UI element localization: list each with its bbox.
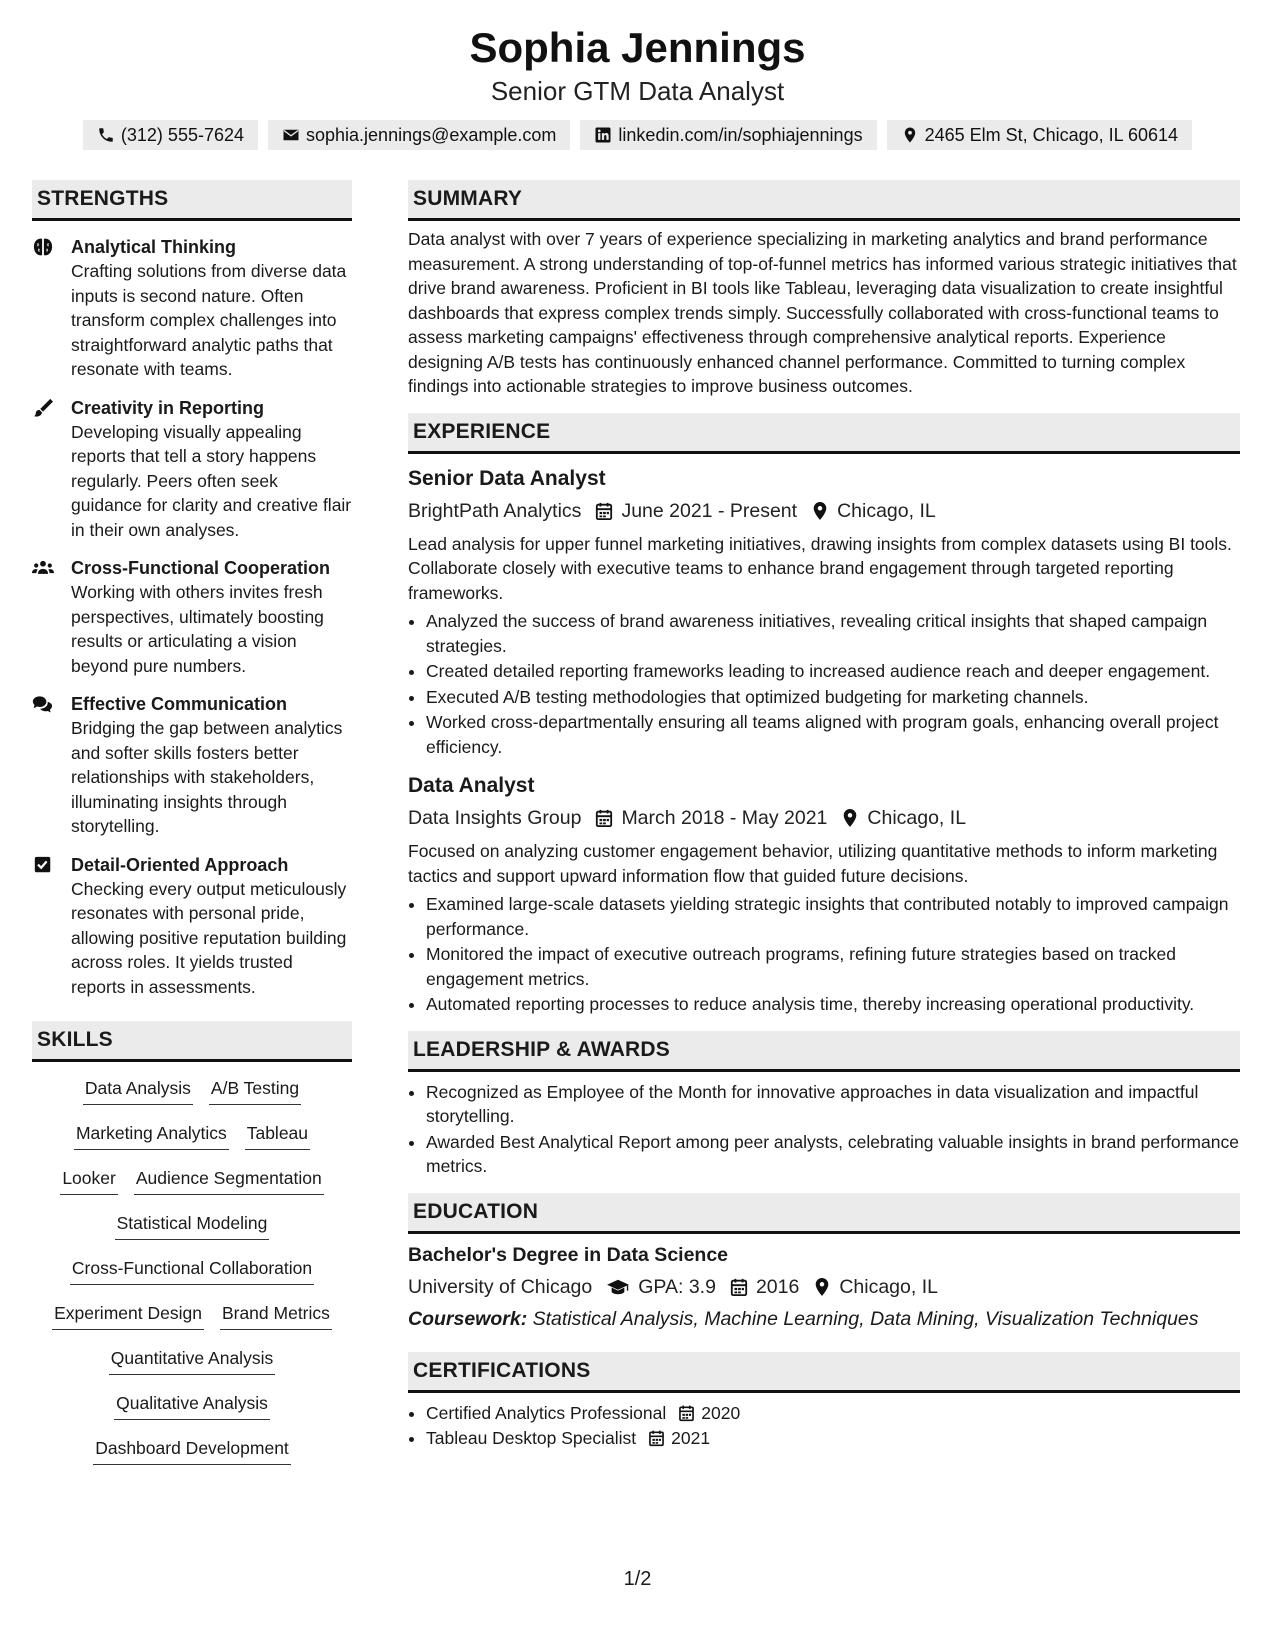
graduation-cap-icon xyxy=(606,1277,630,1297)
skills-row xyxy=(32,1346,352,1391)
skill-tag: Data Analysis xyxy=(83,1076,193,1105)
experience-heading: EXPERIENCE xyxy=(408,413,1240,454)
education-year xyxy=(730,1272,799,1302)
contact-email[interactable] xyxy=(268,120,570,150)
job-company-text: BrightPath Analytics xyxy=(408,499,582,522)
certifications-heading: CERTIFICATIONS xyxy=(408,1352,1240,1393)
contact-linkedin-text: linkedin.com/in/sophiajennings xyxy=(618,125,863,145)
paintbrush-icon xyxy=(32,398,54,418)
contact-bar xyxy=(0,120,1275,150)
skill-tag: Quantitative Analysis xyxy=(109,1346,275,1375)
certification-item xyxy=(426,1401,1240,1426)
contact-phone-text: (312) 555-7624 xyxy=(120,125,244,145)
skill-tag: Marketing Analytics xyxy=(74,1121,229,1150)
job-entry xyxy=(408,771,1240,1017)
skill-tag: Dashboard Development xyxy=(93,1436,291,1465)
resume-header xyxy=(0,22,1275,150)
strength-desc: Developing visually appealing reports that tell a story happens regularly. Peers often seek guidance for clarity and creative flair in their own analyses. xyxy=(71,421,352,540)
leadership-heading: LEADERSHIP & AWARDS xyxy=(408,1031,1240,1072)
calendar-icon xyxy=(678,1404,695,1422)
strengths-heading: STRENGTHS xyxy=(32,180,352,221)
certification-name: • Tableau Desktop Specialist xyxy=(426,1428,637,1448)
skills-row xyxy=(32,1301,352,1346)
envelope-icon xyxy=(282,126,300,144)
job-entry xyxy=(408,464,1240,760)
users-icon xyxy=(32,558,54,578)
contact-address-text: 2465 Elm St, Chicago, IL 60614 xyxy=(924,125,1179,145)
certification-year: 2021 xyxy=(671,1428,711,1448)
job-bullet: • Created detailed reporting frameworks leading to increased audience reach and deeper engagement. xyxy=(426,659,1240,684)
calendar-icon xyxy=(648,1429,665,1447)
skills-row xyxy=(32,1436,352,1481)
calendar-icon xyxy=(595,501,613,521)
award-bullet: • Recognized as Employee of the Month for innovative approaches in data visualization and impactful storytelling. xyxy=(426,1080,1240,1129)
chat-bubbles-icon xyxy=(32,694,54,714)
skills-row xyxy=(32,1121,352,1166)
certification-name: • Certified Analytics Professional xyxy=(426,1402,667,1423)
job-company xyxy=(408,803,581,833)
education-degree: Bachelor's Degree in Data Science xyxy=(408,1243,729,1266)
coursework-text: Statistical Analysis, Machine Learning, Data Mining, Visualization Techniques xyxy=(532,1307,1199,1330)
job-title: Senior Data Analyst xyxy=(408,466,606,490)
education-gpa-text: GPA: 3.9 xyxy=(638,1275,716,1298)
job-company-text: Data Insights Group xyxy=(408,807,582,829)
job-bullet: • Analyzed the success of brand awareness initiatives, revealing critical insights that shaped campaign strategies. xyxy=(426,609,1240,658)
location-pin-icon xyxy=(841,808,859,828)
strength-item xyxy=(32,556,352,678)
job-company xyxy=(408,496,581,526)
skill-tag: Looker xyxy=(60,1166,118,1195)
calendar-icon xyxy=(595,808,613,828)
education-gpa xyxy=(606,1272,716,1302)
award-bullet: • Awarded Best Analytical Report among peer analysts, celebrating valuable insights in brand performance metrics. xyxy=(426,1130,1240,1179)
contact-address xyxy=(887,120,1193,150)
education-year-text: 2016 xyxy=(755,1275,800,1298)
job-desc: Focused on analyzing customer engagement behavior, utilizing quantitative methods to inform marketing tactics and support upward information flow that guided future decisions. xyxy=(408,841,1218,886)
skills-list xyxy=(32,1076,352,1481)
strength-item xyxy=(32,853,352,1000)
leadership-bullets xyxy=(408,1080,1240,1179)
coursework-label: Coursework: xyxy=(408,1307,528,1330)
contact-linkedin[interactable] xyxy=(580,120,876,150)
location-pin-icon xyxy=(901,126,919,144)
brain-icon xyxy=(32,237,54,257)
page-number: 1/2 xyxy=(623,1568,652,1590)
linkedin-icon xyxy=(594,126,612,144)
skill-tag: Audience Segmentation xyxy=(134,1166,324,1195)
certification-list xyxy=(408,1401,1240,1451)
job-location-text: Chicago, IL xyxy=(867,807,967,829)
skills-row xyxy=(32,1256,352,1301)
strength-desc: Bridging the gap between analytics and softer skills fosters better relationships with stakeholders, illuminating insights through storytelling. xyxy=(71,718,343,836)
skills-row xyxy=(32,1076,352,1121)
certification-year: 2020 xyxy=(701,1402,741,1423)
skill-tag: Experiment Design xyxy=(52,1301,204,1330)
education-location xyxy=(813,1272,938,1302)
location-pin-icon xyxy=(813,1277,831,1297)
skills-row xyxy=(32,1211,352,1256)
skill-tag: Brand Metrics xyxy=(220,1301,332,1330)
location-pin-icon xyxy=(811,501,829,521)
contact-email-text: sophia.jennings@example.com xyxy=(306,125,557,145)
certification-row xyxy=(426,1401,1240,1426)
job-bullet: • Worked cross-departmentally ensuring all teams aligned with program goals, enhancing overall project efficiency. xyxy=(426,710,1240,759)
job-bullet: • Examined large-scale datasets yielding strategic insights that contributed notably to improved campaign performance. xyxy=(426,892,1240,941)
education-meta xyxy=(408,1272,1240,1302)
strength-title: Cross-Functional Cooperation xyxy=(71,558,331,578)
job-meta xyxy=(408,803,1240,833)
summary-text: Data analyst with over 7 years of experience specializing in marketing analytics and brand performance measurement. A strong understanding of top-of-funnel metrics has informed various strategic initiatives that drive brand awareness. Proficient in BI tools like Tableau, leveraging data visualization to create insightful dashboards that express complex trends simply. Successfully collaborated with cross-functional teams to assess marketing campaigns' effectiveness through comprehensive analytical reports. Experience designing A/B tests has continuously enhanced channel performance. Committed to turning complex findings into actionable strategies to improve business outcomes. xyxy=(408,229,1237,396)
strength-item xyxy=(32,235,352,382)
right-column xyxy=(408,180,1240,1452)
job-meta xyxy=(408,496,1240,526)
skills-heading: SKILLS xyxy=(32,1021,352,1062)
certification-row xyxy=(426,1426,1240,1451)
summary-heading: SUMMARY xyxy=(408,180,1240,221)
candidate-title: Senior GTM Data Analyst xyxy=(490,76,785,106)
checkbox-icon xyxy=(32,855,54,875)
skill-tag: Tableau xyxy=(245,1121,310,1150)
candidate-name: Sophia Jennings xyxy=(469,24,806,71)
strength-title: Detail-Oriented Approach xyxy=(71,854,289,875)
education-coursework xyxy=(408,1304,1240,1334)
job-location xyxy=(841,803,966,833)
job-title: Data Analyst xyxy=(408,774,535,797)
job-bullets xyxy=(408,892,1240,1017)
strength-title: Creativity in Reporting xyxy=(71,397,265,418)
skill-tag: A/B Testing xyxy=(209,1076,301,1105)
job-bullets xyxy=(408,609,1240,759)
job-bullet: • Executed A/B testing methodologies that optimized budgeting for marketing channels. xyxy=(426,685,1240,710)
strength-title: Analytical Thinking xyxy=(71,237,237,257)
job-desc: Lead analysis for upper funnel marketing initiatives, drawing insights from complex datasets using BI tools. Collaborate closely with executive teams to enhance brand engagement through targeted reporting frameworks. xyxy=(408,533,1232,603)
job-dates-text: June 2021 - Present xyxy=(621,499,798,522)
strength-desc: Crafting solutions from diverse data inputs is second nature. Often transform complex challenges into straightforward analytic paths that resonate with teams. xyxy=(71,261,347,379)
education-heading: EDUCATION xyxy=(408,1193,1240,1234)
education-location-text: Chicago, IL xyxy=(839,1275,938,1298)
education-school xyxy=(408,1272,592,1302)
certification-item xyxy=(426,1426,1240,1451)
job-location xyxy=(811,496,936,526)
left-column xyxy=(32,180,352,1481)
job-dates xyxy=(595,496,797,526)
education-school-text: University of Chicago xyxy=(408,1275,593,1298)
skill-tag: Statistical Modeling xyxy=(115,1211,270,1240)
job-bullet: • Automated reporting processes to reduce analysis time, thereby increasing operational productivity. xyxy=(426,992,1240,1017)
strength-desc: Checking every output meticulously resonates with personal pride, allowing positive reputation building across roles. It yields trusted reports in assessments. xyxy=(71,878,347,997)
skill-tag: Cross-Functional Collaboration xyxy=(70,1256,314,1285)
strength-desc: Working with others invites fresh perspectives, ultimately boosting results or articulating a vision beyond pure numbers. xyxy=(71,582,324,676)
job-dates xyxy=(595,803,827,833)
skills-row xyxy=(32,1391,352,1436)
skills-row xyxy=(32,1166,352,1211)
strength-title: Effective Communication xyxy=(71,694,288,714)
job-location-text: Chicago, IL xyxy=(837,499,936,522)
strength-item xyxy=(32,396,352,543)
phone-icon xyxy=(97,126,115,144)
job-dates-text: March 2018 - May 2021 xyxy=(621,807,828,829)
calendar-icon xyxy=(730,1277,748,1297)
skill-tag: Qualitative Analysis xyxy=(114,1391,270,1420)
strength-item xyxy=(32,692,352,839)
job-bullet: • Monitored the impact of executive outreach programs, refining future strategies based on tracked engagement metrics. xyxy=(426,942,1240,991)
contact-phone[interactable] xyxy=(83,120,258,150)
